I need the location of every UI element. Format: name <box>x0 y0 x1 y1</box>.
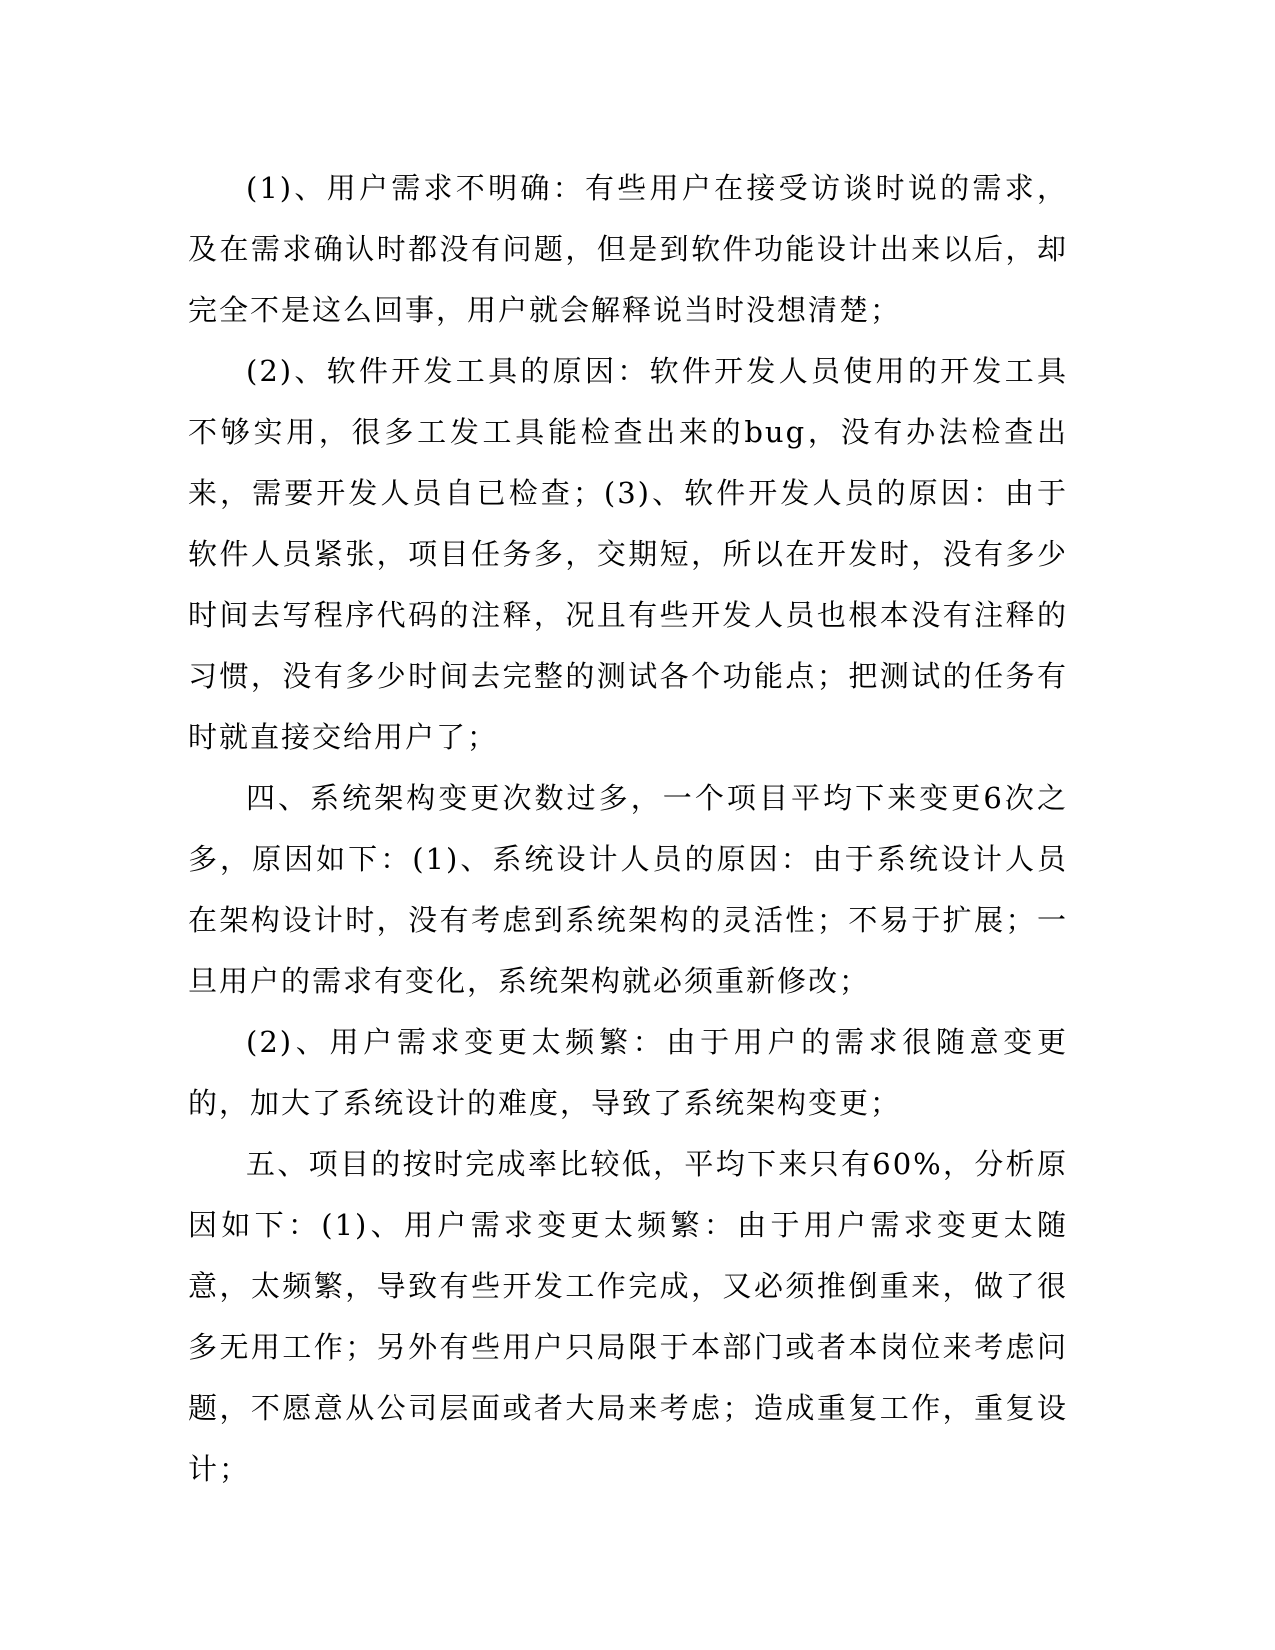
document-body <box>188 158 1068 1500</box>
paragraph-2: (2)、软件开发工具的原因：软件开发人员使用的开发工具不够实用，很多工发工具能检查出来的bug，没有办法检查出来，需要开发人员自已检查；(3)、软件开发人员的原因：由于软件人员紧张，项目任务多，交期短，所以在开发时，没有多少时间去写程序代码的注释，况且有些开发人员也根本没有注释的习惯，没有多少时间去完整的测试各个功能点；把测试的任务有时就直接交给用户了； <box>188 354 1068 754</box>
paragraph-3: 四、系统架构变更次数过多，一个项目平均下来变更6次之多，原因如下：(1)、系统设计人员的原因：由于系统设计人员在架构设计时，没有考虑到系统架构的灵活性；不易于扩展；一旦用户的需求有变化，系统架构就必须重新修改； <box>188 781 1068 998</box>
paragraph-4: (2)、用户需求变更太频繁：由于用户的需求很随意变更的，加大了系统设计的难度，导致了系统架构变更； <box>188 1025 1068 1120</box>
paragraph-1: (1)、用户需求不明确：有些用户在接受访谈时说的需求，及在需求确认时都没有问题，但是到软件功能设计出来以后，却完全不是这么回事，用户就会解释说当时没想清楚； <box>188 171 1068 327</box>
paragraph-5: 五、项目的按时完成率比较低，平均下来只有60%，分析原因如下：(1)、用户需求变更太频繁：由于用户需求变更太随意，太频繁，导致有些开发工作完成，又必须推倒重来，做了很多无用工作；另外有些用户只局限于本部门或者本岗位来考虑问题，不愿意从公司层面或者大局来考虑；造成重复工作，重复设计； <box>188 1147 1068 1486</box>
